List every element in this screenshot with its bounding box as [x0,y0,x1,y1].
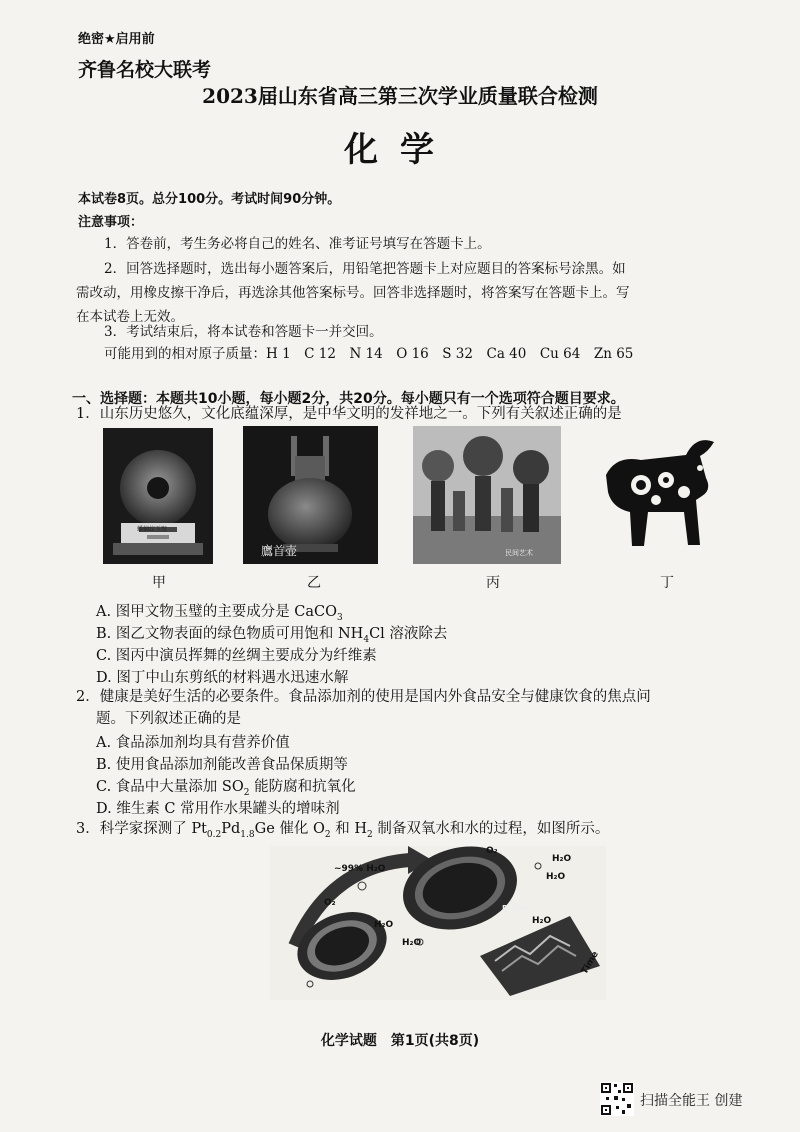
caption-yi: 乙 [307,575,321,591]
note-2a: 2．回答选择题时，选出每小题答案后，用铅笔把答题卡上对应题目的答案标号涂黑。如 [104,261,626,277]
page-footer: 化学试题 第1页(共8页) [320,1033,480,1049]
q2-stem-line1: 2．健康是美好生活的必要条件。食品添加剂的使用是国内外食品安全与健康饮食的焦点问 [76,689,651,705]
caption-jia: 甲 [152,575,166,591]
q1-stem: 1．山东历史悠久，文化底蕴深厚，是中华文明的发祥地之一。下列有关叙述正确的是 [76,406,622,422]
image-bronze-pot [243,426,378,564]
q1-option-a: A. 图甲文物玉璧的主要成分是 CaCO$_3$ [96,604,343,623]
note-2b: 需改动，用橡皮擦干净后，再选涂其他答案标号。回答非选择题时，将答案写在答题卡上。写 [76,285,630,301]
exam-title: 2023届山东省高三第三次学业质量联合检测 [202,84,598,108]
fig-label-time: Time [579,949,601,977]
catalysis-figure [270,846,606,1000]
q1-option-d: D. 图丁中山东剪纸的材料遇水迅速水解 [96,670,349,686]
fig-label-h2o-b: H₂O [546,872,566,882]
fig-label-h2o-a: H₂O [552,854,572,864]
notes-title: 注意事项： [78,215,144,230]
pot-label: 鷹首壶 [261,544,298,558]
image-performers [413,426,561,564]
note-3: 3．考试结束后，将本试卷和答题卡一并交回。 [104,324,383,340]
note-2c: 在本试卷上无效。 [76,309,184,325]
image-paper-cut-ox [596,430,726,560]
q2-option-b: B. 使用食品添加剂能改善食品保质期等 [96,757,348,773]
fig-label-rrde: RRDE [502,904,527,913]
q2-option-c: C. 食品中大量添加 $SO_2$ 能防腐和抗氧化 [96,779,356,798]
image-jade-bi [103,428,213,564]
atomic-masses: 可能用到的相对原子质量：H 1 C 12 N 14 O 16 S 32 Ca 40 Cu 64 Zn 65 [104,346,634,362]
q2-stem-line2: 题。下列叙述正确的是 [96,711,241,727]
qr-code-icon [600,1082,634,1116]
league-name: 齐鲁名校大联考 [78,59,212,81]
fig-label-o2-b: O₂ [324,898,336,908]
caption-bing: 丙 [486,575,500,591]
fig-label-h2o-e: H₂O [532,916,552,926]
caption-ding: 丁 [660,575,674,591]
subject-title: 化学 [344,130,456,170]
secret-label: 绝密★启用前 [78,32,155,47]
jade-plaque-label: 蟠螭纹玉璧 [137,526,168,533]
q2-option-d: D. 维生素 C 常用作水果罐头的增味剂 [96,801,340,817]
note-1: 1．答卷前，考生务必将自己的姓名、准考证号填写在答题卡上。 [104,236,491,252]
section-1-header: 一、选择题：本题共10小题，每小题2分，共20分。每小题只有一个选项符合题目要求。 [72,391,625,407]
performers-label: 民间艺术 [505,549,533,557]
q3-stem: 3．科学家探测了 $Pt_{0.2}Pd_{1.8}Ge$ 催化 $O_2$ 和 $H_2$ 制备双氧水和水的过程，如图所示。 [76,821,610,840]
fig-label-h2o-c: H₂O [374,920,394,930]
fig-label-h2o-d: H₂O [402,938,422,948]
fig-label-pct: ~99% H₂O [334,864,386,874]
exam-intro: 本试卷8页。总分100分。考试时间90分钟。 [78,192,341,207]
q1-option-c: C. 图丙中演员挥舞的丝绸主要成分为纤维素 [96,648,377,664]
q1-option-b: B. 图乙文物表面的绿色物质可用饱和 $NH_4Cl$ 溶液除去 [96,626,448,645]
fig-label-o2-a: O₂ [486,846,498,856]
q2-option-a: A. 食品添加剂均具有营养价值 [96,735,290,751]
scanner-watermark: 扫描全能王 创建 [640,1093,743,1109]
